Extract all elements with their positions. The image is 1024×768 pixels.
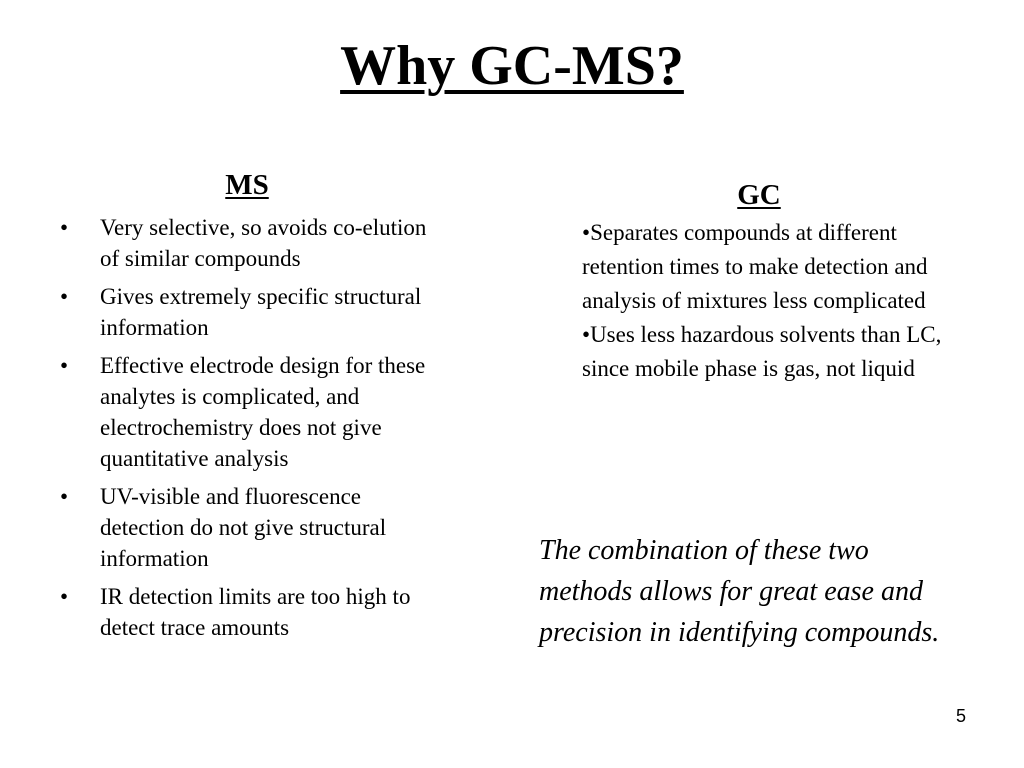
- gc-list-item: [582, 216, 952, 318]
- ms-list-item: [60, 281, 450, 343]
- bullet-icon: •: [60, 484, 69, 509]
- bullet-icon: •: [60, 284, 69, 309]
- bullet-icon: •: [582, 322, 591, 347]
- gc-item-text: Uses less hazardous solvents than LC, since mobile phase is gas, not liquid: [582, 322, 942, 381]
- bullet-icon: •: [60, 215, 69, 240]
- slide-title: [0, 30, 1024, 102]
- ms-list-item: [60, 212, 450, 274]
- gc-bullet-list: [582, 216, 952, 386]
- ms-list-item: [60, 350, 450, 474]
- ms-item-text: UV-visible and fluorescence detection do not give structural information: [100, 484, 387, 571]
- ms-item-text: Gives extremely specific structural information: [100, 284, 422, 340]
- ms-item-text: Very selective, so avoids co-elution of similar compounds: [100, 215, 427, 271]
- ms-list-item: [60, 581, 450, 643]
- ms-item-text: Effective electrode design for these analytes is complicated, and electrochemistry does not give quantitative analysis: [100, 353, 426, 471]
- ms-list-item: [60, 481, 450, 574]
- bullet-icon: •: [60, 353, 69, 378]
- bullet-icon: •: [60, 584, 69, 609]
- gc-item-text: Separates compounds at different retention times to make detection and analysis of mixtures less complicated: [582, 220, 928, 313]
- ms-item-text: IR detection limits are too high to detect trace amounts: [100, 584, 411, 640]
- gc-list-item: [582, 318, 952, 386]
- ms-column-heading: MS: [225, 169, 269, 201]
- bullet-icon: •: [582, 220, 591, 245]
- gc-column-heading: GC: [737, 179, 781, 211]
- conclusion-text: The combination of these two methods allows for great ease and precision in identifying compounds.: [539, 535, 940, 648]
- slide-title-text: Why GC-MS?: [340, 35, 684, 97]
- page-number: 5: [955, 706, 966, 726]
- ms-bullet-list: [60, 212, 450, 650]
